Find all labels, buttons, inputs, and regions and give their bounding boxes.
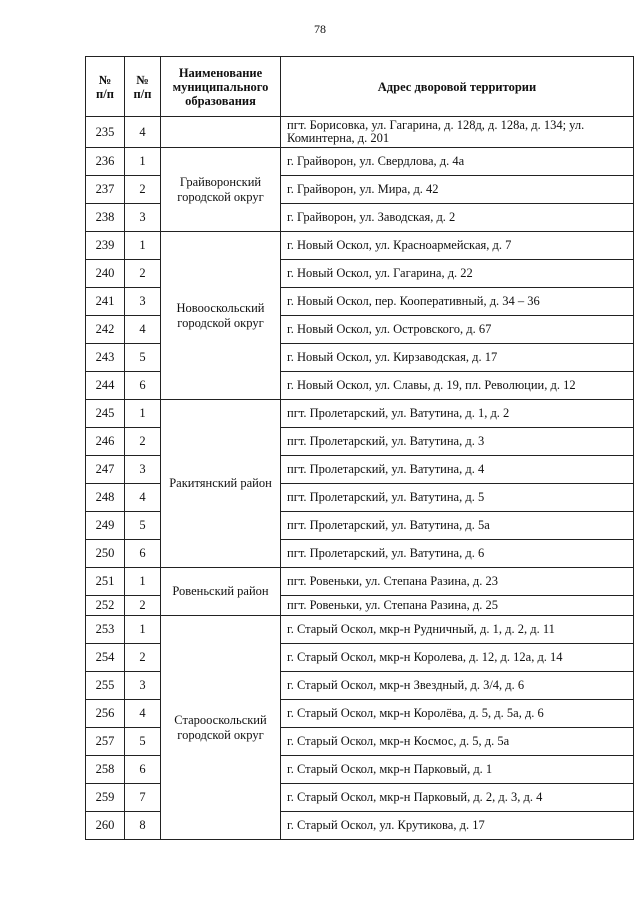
header-row-number-label: № п/п	[96, 72, 114, 101]
sub-number-cell: 6	[125, 540, 161, 568]
row-number-cell: 251	[86, 568, 125, 596]
address-cell: пгт. Борисовка, ул. Гагарина, д. 128д, д. 128а, д. 134; ул. Коминтерна, д. 201	[281, 117, 634, 148]
sub-number-cell: 3	[125, 288, 161, 316]
header-sub-number-label: № п/п	[133, 72, 152, 101]
address-cell: г. Новый Оскол, ул. Славы, д. 19, пл. Революции, д. 12	[281, 372, 634, 400]
row-number-cell: 236	[86, 148, 125, 176]
row-number-cell: 254	[86, 644, 125, 672]
table-header-row	[86, 57, 634, 117]
address-cell: г. Грайворон, ул. Заводская, д. 2	[281, 204, 634, 232]
header-address	[281, 57, 634, 117]
row-number-cell: 257	[86, 728, 125, 756]
sub-number-cell: 7	[125, 784, 161, 812]
address-cell: пгт. Пролетарский, ул. Ватутина, д. 5а	[281, 512, 634, 540]
sub-number-cell: 2	[125, 644, 161, 672]
row-number-cell: 247	[86, 456, 125, 484]
address-cell: г. Старый Оскол, мкр-н Космос, д. 5, д. 5а	[281, 728, 634, 756]
table-row	[86, 568, 634, 596]
sub-number-cell: 1	[125, 148, 161, 176]
sub-number-cell: 8	[125, 812, 161, 840]
sub-number-cell: 2	[125, 260, 161, 288]
row-number-cell: 242	[86, 316, 125, 344]
row-number-cell: 241	[86, 288, 125, 316]
address-cell: пгт. Пролетарский, ул. Ватутина, д. 1, д. 2	[281, 400, 634, 428]
address-cell: г. Новый Оскол, ул. Островского, д. 67	[281, 316, 634, 344]
sub-number-cell: 3	[125, 672, 161, 700]
address-cell: г. Грайворон, ул. Мира, д. 42	[281, 176, 634, 204]
header-municipality	[161, 57, 281, 117]
address-cell: г. Новый Оскол, пер. Кооперативный, д. 34 – 36	[281, 288, 634, 316]
sub-number-cell: 2	[125, 428, 161, 456]
sub-number-cell: 5	[125, 512, 161, 540]
table-row	[86, 400, 634, 428]
address-cell: г. Старый Оскол, мкр-н Рудничный, д. 1, д. 2, д. 11	[281, 616, 634, 644]
page-number: 78	[314, 22, 326, 36]
row-number-cell: 256	[86, 700, 125, 728]
row-number-cell: 238	[86, 204, 125, 232]
address-cell: г. Новый Оскол, ул. Красноармейская, д. 7	[281, 232, 634, 260]
address-cell: пгт. Пролетарский, ул. Ватутина, д. 5	[281, 484, 634, 512]
address-cell: г. Старый Оскол, ул. Крутикова, д. 17	[281, 812, 634, 840]
sub-number-cell: 4	[125, 117, 161, 148]
row-number-cell: 237	[86, 176, 125, 204]
sub-number-cell: 4	[125, 316, 161, 344]
sub-number-cell: 4	[125, 700, 161, 728]
sub-number-cell: 3	[125, 204, 161, 232]
address-cell: г. Старый Оскол, мкр-н Парковый, д. 1	[281, 756, 634, 784]
table-row	[86, 117, 634, 148]
header-row-number	[86, 57, 125, 117]
sub-number-cell: 4	[125, 484, 161, 512]
sub-number-cell: 1	[125, 400, 161, 428]
row-number-cell: 253	[86, 616, 125, 644]
row-number-cell: 245	[86, 400, 125, 428]
row-number-cell: 250	[86, 540, 125, 568]
sub-number-cell: 1	[125, 568, 161, 596]
row-number-cell: 249	[86, 512, 125, 540]
municipality-cell: Ровеньский район	[161, 568, 281, 616]
sub-number-cell: 5	[125, 728, 161, 756]
sub-number-cell: 2	[125, 596, 161, 616]
sub-number-cell: 1	[125, 232, 161, 260]
table-row	[86, 232, 634, 260]
header-sub-number	[125, 57, 161, 117]
row-number-cell: 239	[86, 232, 125, 260]
header-municipality-label: Наименование муниципального образования	[172, 65, 269, 108]
sub-number-cell: 5	[125, 344, 161, 372]
table-row	[86, 148, 634, 176]
sub-number-cell: 6	[125, 372, 161, 400]
address-cell: пгт. Ровеньки, ул. Степана Разина, д. 25	[281, 596, 634, 616]
address-cell: г. Старый Оскол, мкр-н Королёва, д. 5, д. 5а, д. 6	[281, 700, 634, 728]
address-cell: г. Старый Оскол, мкр-н Звездный, д. 3/4, д. 6	[281, 672, 634, 700]
row-number-cell: 248	[86, 484, 125, 512]
row-number-cell: 244	[86, 372, 125, 400]
row-number-cell: 258	[86, 756, 125, 784]
row-number-cell: 255	[86, 672, 125, 700]
sub-number-cell: 3	[125, 456, 161, 484]
row-number-cell: 252	[86, 596, 125, 616]
address-cell: г. Старый Оскол, мкр-н Парковый, д. 2, д. 3, д. 4	[281, 784, 634, 812]
row-number-cell: 240	[86, 260, 125, 288]
address-cell: пгт. Пролетарский, ул. Ватутина, д. 3	[281, 428, 634, 456]
municipality-cell: Ракитянский район	[161, 400, 281, 568]
row-number-cell: 246	[86, 428, 125, 456]
row-number-cell: 235	[86, 117, 125, 148]
row-number-cell: 243	[86, 344, 125, 372]
address-cell: г. Новый Оскол, ул. Кирзаводская, д. 17	[281, 344, 634, 372]
sub-number-cell: 1	[125, 616, 161, 644]
header-address-label: Адрес дворовой территории	[377, 79, 537, 94]
row-number-cell: 260	[86, 812, 125, 840]
address-cell: г. Новый Оскол, ул. Гагарина, д. 22	[281, 260, 634, 288]
sub-number-cell: 2	[125, 176, 161, 204]
municipality-cell	[161, 117, 281, 148]
address-cell: пгт. Пролетарский, ул. Ватутина, д. 6	[281, 540, 634, 568]
municipality-cell: Старооскольский городской округ	[161, 616, 281, 840]
table-row	[86, 616, 634, 644]
municipality-cell: Грайворонский городской округ	[161, 148, 281, 232]
municipality-cell: Новооскольский городской округ	[161, 232, 281, 400]
address-cell: пгт. Ровеньки, ул. Степана Разина, д. 23	[281, 568, 634, 596]
address-cell: г. Грайворон, ул. Свердлова, д. 4а	[281, 148, 634, 176]
address-cell: пгт. Пролетарский, ул. Ватутина, д. 4	[281, 456, 634, 484]
sub-number-cell: 6	[125, 756, 161, 784]
address-cell: г. Старый Оскол, мкр-н Королева, д. 12, д. 12а, д. 14	[281, 644, 634, 672]
row-number-cell: 259	[86, 784, 125, 812]
address-table	[85, 56, 634, 840]
table-body	[86, 117, 634, 840]
